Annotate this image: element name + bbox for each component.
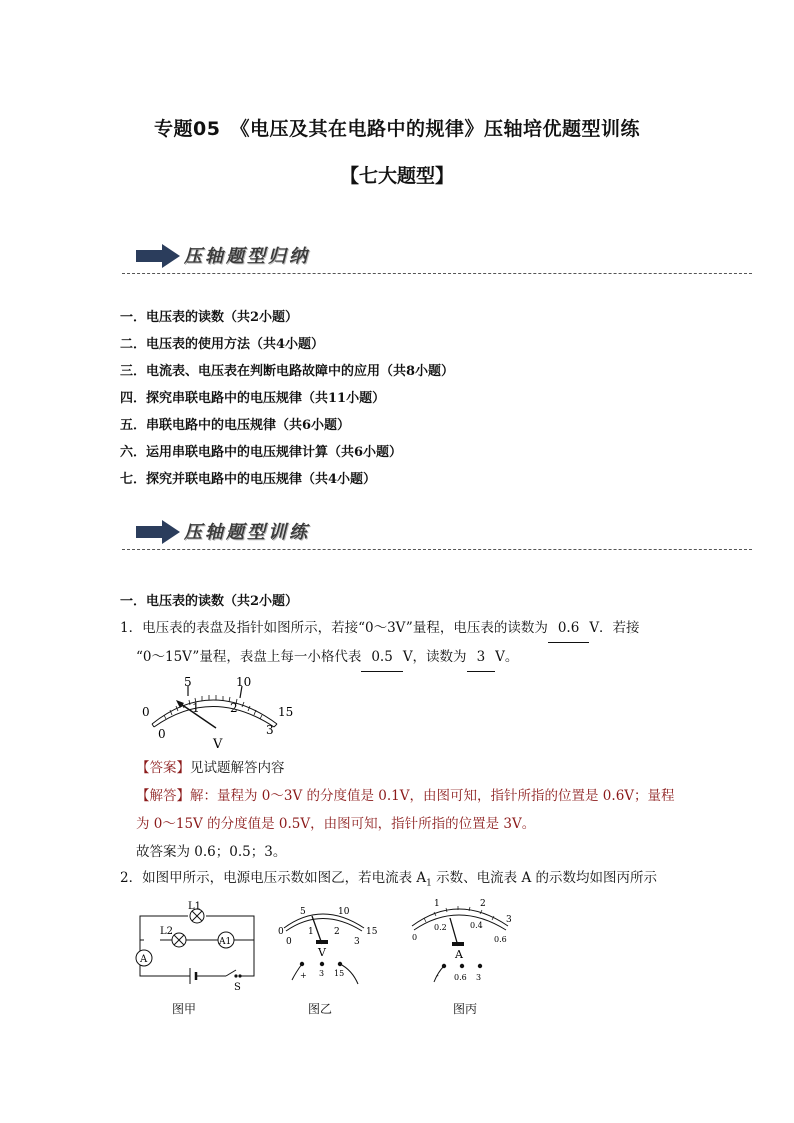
question-2 (120, 864, 700, 898)
dial-label: 5 (184, 675, 192, 689)
dial-label: 3 (266, 723, 274, 737)
section-banner-summary (122, 238, 752, 274)
page-title: 专题05 《电压及其在电路中的规律》压轴培优题型训练 (154, 118, 640, 140)
dial-unit: V (213, 737, 223, 752)
dashed-divider (122, 273, 752, 274)
question-text: V。 (495, 649, 519, 665)
circuit-label: A (140, 954, 148, 965)
question-text: V，读数为 (402, 649, 467, 665)
dial-label: 10 (338, 907, 350, 917)
dial-label: 0 (412, 933, 418, 942)
answer-label: 【答案】 (136, 760, 190, 776)
banner-title: 压轴题型归纳 (184, 246, 310, 267)
dashed-divider (122, 549, 752, 550)
dial-label: 0.6 (494, 935, 507, 944)
figure-caption: 图乙 (308, 1002, 333, 1016)
toc-item: 五．串联电路中的电压规律（共6小题） (120, 418, 351, 433)
section-heading: 一．电压表的读数（共2小题） (120, 594, 299, 609)
terminal-label: 3 (476, 973, 482, 982)
question-text: 1．电压表的表盘及指针如图所示，若接“0～3V”量程，电压表的读数为 (120, 620, 548, 636)
voltmeter-dial-b (272, 900, 384, 990)
dial-label: 15 (366, 927, 378, 937)
dial-label: 2 (480, 899, 486, 909)
section-banner-training (122, 514, 752, 550)
toc-list (120, 304, 454, 493)
question-text: 示数、电流表 A 的示数均如图丙所示 (431, 870, 657, 886)
voltmeter-dial (132, 668, 302, 754)
dial-label: 0 (158, 727, 166, 741)
dial-label: 0 (286, 937, 292, 947)
answer-block (136, 754, 696, 866)
dial-label: 1 (308, 927, 314, 937)
circuit-label: L1 (188, 901, 202, 912)
question-text: “0～15V”量程，表盘上每一小格代表 (136, 649, 362, 665)
dial-label: 15 (278, 705, 294, 719)
dial-label: 1 (192, 701, 200, 715)
circuit-label: A1 (219, 937, 232, 947)
dial-label: 0.2 (434, 923, 447, 932)
answer-blank: 3 (467, 643, 496, 672)
circuit-label: S (234, 982, 241, 992)
terminal-label: - (436, 971, 439, 980)
toc-item: 七．探究并联电路中的电压规律（共4小题） (120, 472, 377, 487)
question-text: V．若接 (589, 620, 640, 636)
circuit-diagram (130, 896, 260, 992)
dial-unit: V (318, 946, 326, 959)
analysis-text: 解：量程为 0～3V 的分度值是 0.1V，由图可知，指针所指的位置是 0.6V；量程 (190, 788, 675, 804)
figure-caption: 图甲 (172, 1002, 197, 1016)
answer-blank: 0.6 (548, 614, 589, 643)
figure-caption: 图丙 (453, 1002, 478, 1016)
dial-label: 2 (230, 701, 238, 715)
analysis-text: 为 0～15V 的分度值是 0.5V，由图可知，指针所指的位置是 3V。 (136, 816, 536, 832)
answer-text: 见试题解答内容 (190, 760, 285, 776)
terminal-label: 0.6 (454, 973, 467, 982)
terminal-label: + (300, 971, 307, 980)
dial-label: 3 (506, 915, 512, 925)
conclusion-text: 故答案为 0.6；0.5；3。 (136, 844, 287, 860)
arrow-right-icon (136, 520, 180, 544)
dial-label: 0.4 (470, 921, 483, 930)
ammeter-dial (398, 896, 528, 988)
analysis-label: 【解答】 (136, 788, 190, 804)
dial-label: 3 (354, 937, 360, 947)
toc-item: 三．电流表、电压表在判断电路故障中的应用（共8小题） (120, 364, 455, 379)
dial-label: 10 (236, 675, 252, 689)
circuit-label: L2 (160, 926, 174, 937)
dial-label: 5 (300, 907, 306, 917)
dial-unit: A (455, 948, 463, 961)
arrow-right-icon (136, 244, 180, 268)
toc-item: 六．运用串联电路中的电压规律计算（共6小题） (120, 445, 403, 460)
dial-label: 0 (142, 705, 150, 719)
page-subtitle: 【七大题型】 (339, 165, 454, 187)
dial-label: 1 (434, 899, 440, 909)
dial-label: 0 (278, 927, 284, 937)
toc-item: 二．电压表的使用方法（共4小题） (120, 337, 325, 352)
toc-item: 一．电压表的读数（共2小题） (120, 310, 299, 325)
answer-blank: 0.5 (361, 643, 402, 672)
terminal-label: 15 (334, 969, 345, 978)
subscript: 1 (426, 878, 432, 889)
toc-item: 四．探究串联电路中的电压规律（共11小题） (120, 391, 386, 406)
question-1 (120, 614, 700, 672)
dial-label: 2 (334, 927, 340, 937)
question-text: 2．如图甲所示，电源电压示数如图乙，若电流表 A (120, 870, 427, 886)
banner-title: 压轴题型训练 (184, 522, 310, 543)
terminal-label: 3 (319, 969, 325, 978)
